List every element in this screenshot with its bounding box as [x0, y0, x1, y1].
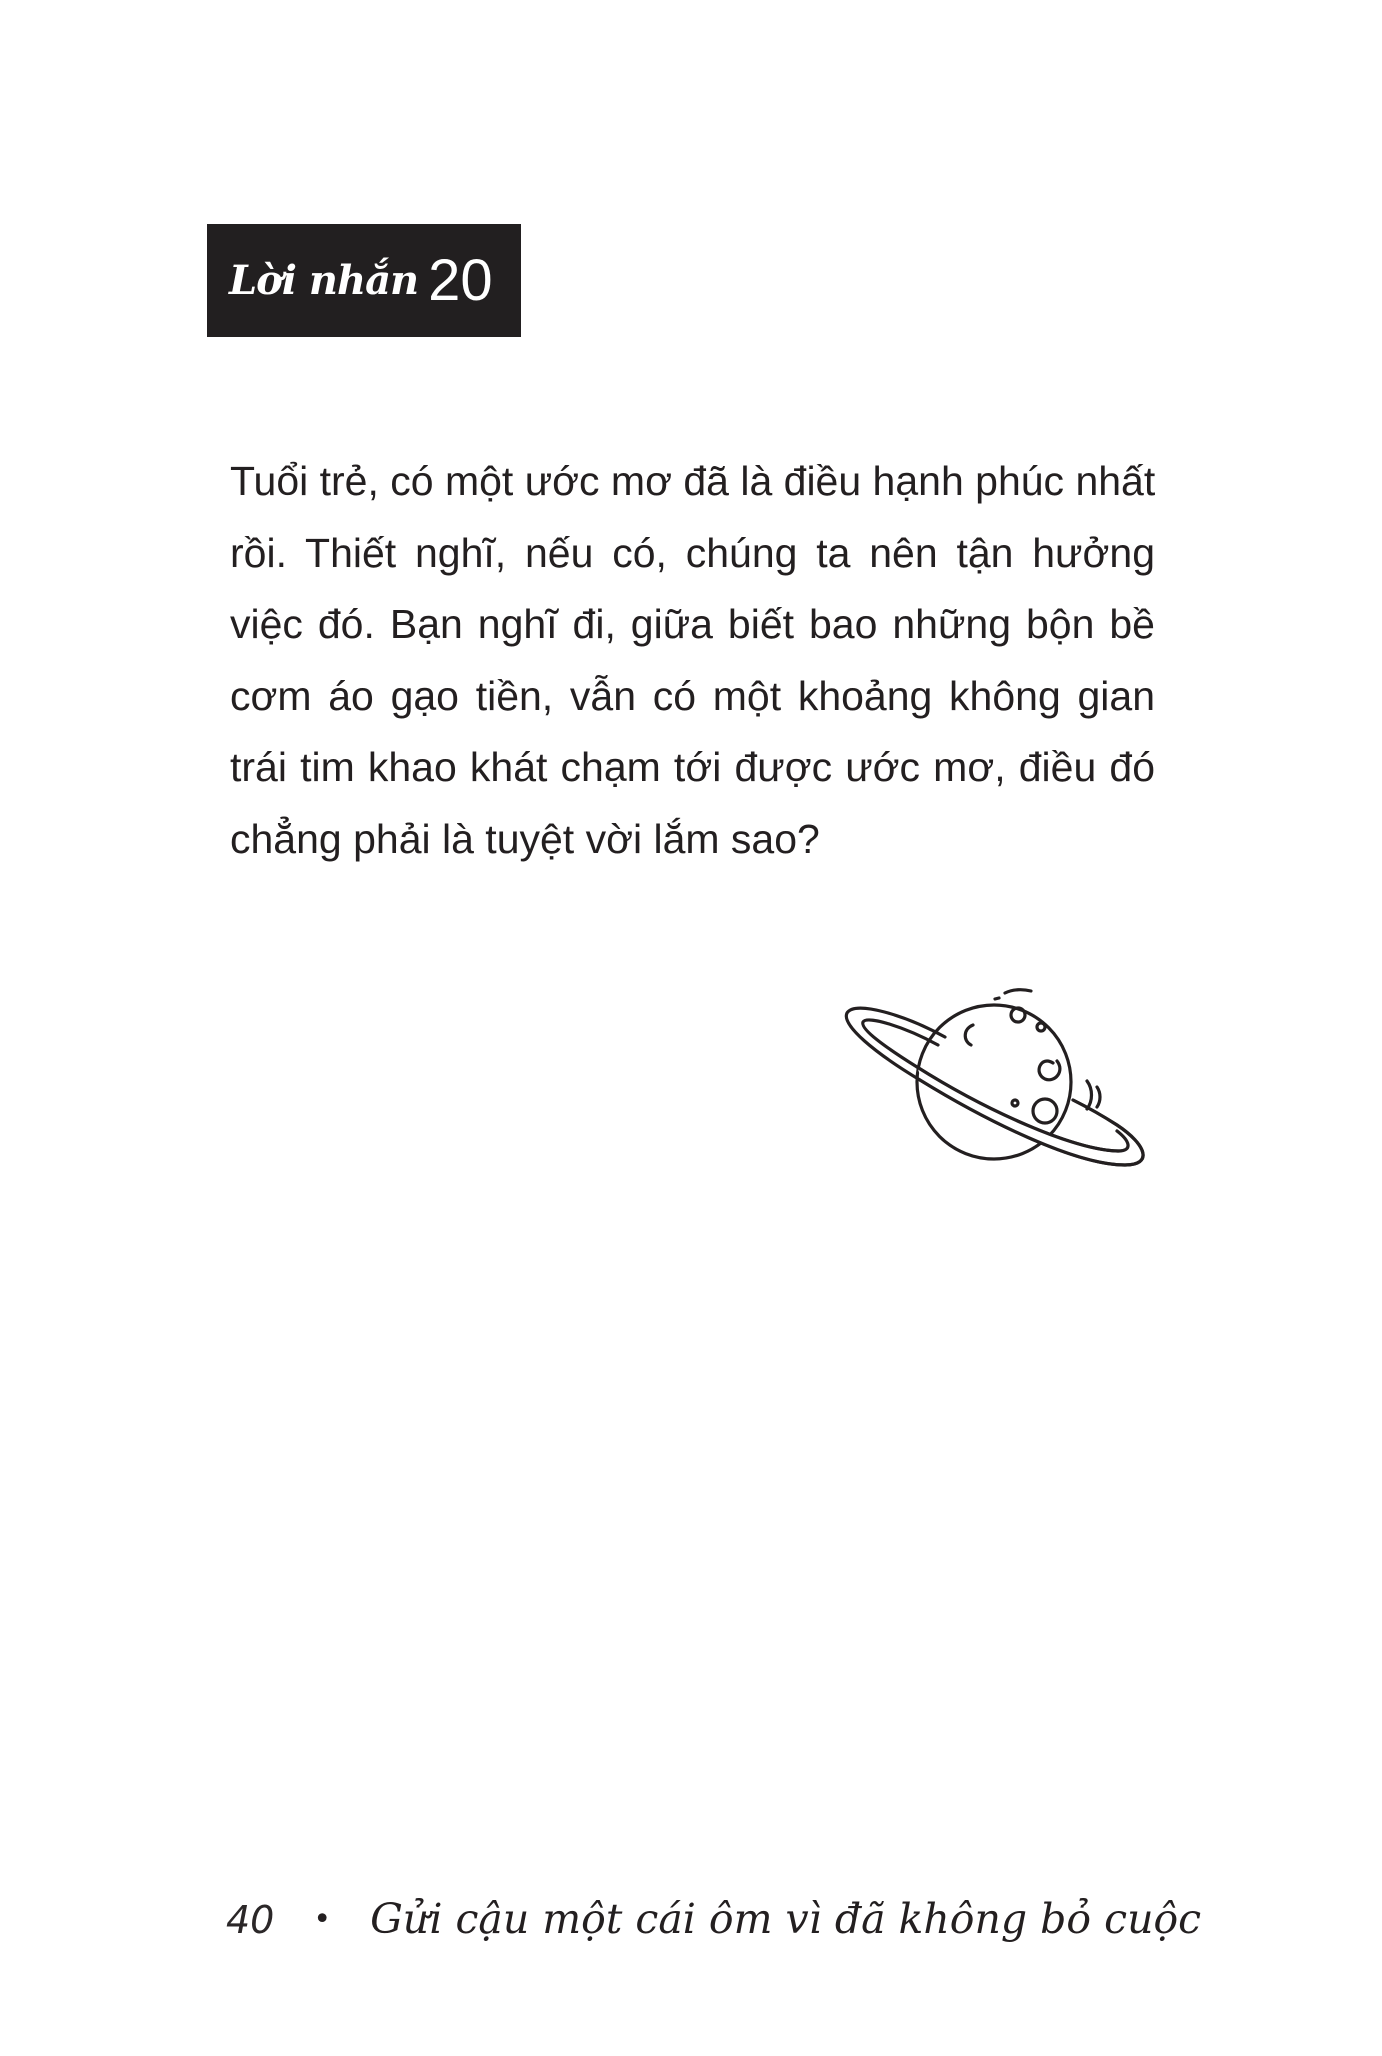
message-body — [230, 446, 1155, 875]
body-line: cơm áo gạo tiền, vẫn có một khoảng không gian — [230, 672, 1155, 719]
body-line: chẳng phải là tuyệt vời lắm sao? — [230, 815, 820, 862]
body-line: việc đó. Bạn nghĩ đi, giữa biết bao những bộn bề — [230, 601, 1155, 647]
book-title: Gửi cậu một cái ôm vì đã không bỏ cuộc — [370, 1895, 1202, 1943]
planet-icon — [835, 975, 1155, 1190]
page-footer — [226, 1895, 1201, 1943]
body-line: trái tim khao khát chạm tới được ước mơ, điều đó — [230, 744, 1155, 790]
footer-bullet: • — [313, 1902, 332, 1937]
message-heading — [207, 224, 521, 337]
message-heading-label: Lời nhắn — [229, 257, 419, 304]
page-number: 40 — [226, 1898, 275, 1942]
body-line: Tuổi trẻ, có một ước mơ đã là điều hạnh phúc nhất — [230, 458, 1156, 504]
body-line: rồi. Thiết nghĩ, nếu có, chúng ta nên tận hưởng — [230, 529, 1155, 576]
message-heading-number: 20 — [428, 247, 493, 313]
